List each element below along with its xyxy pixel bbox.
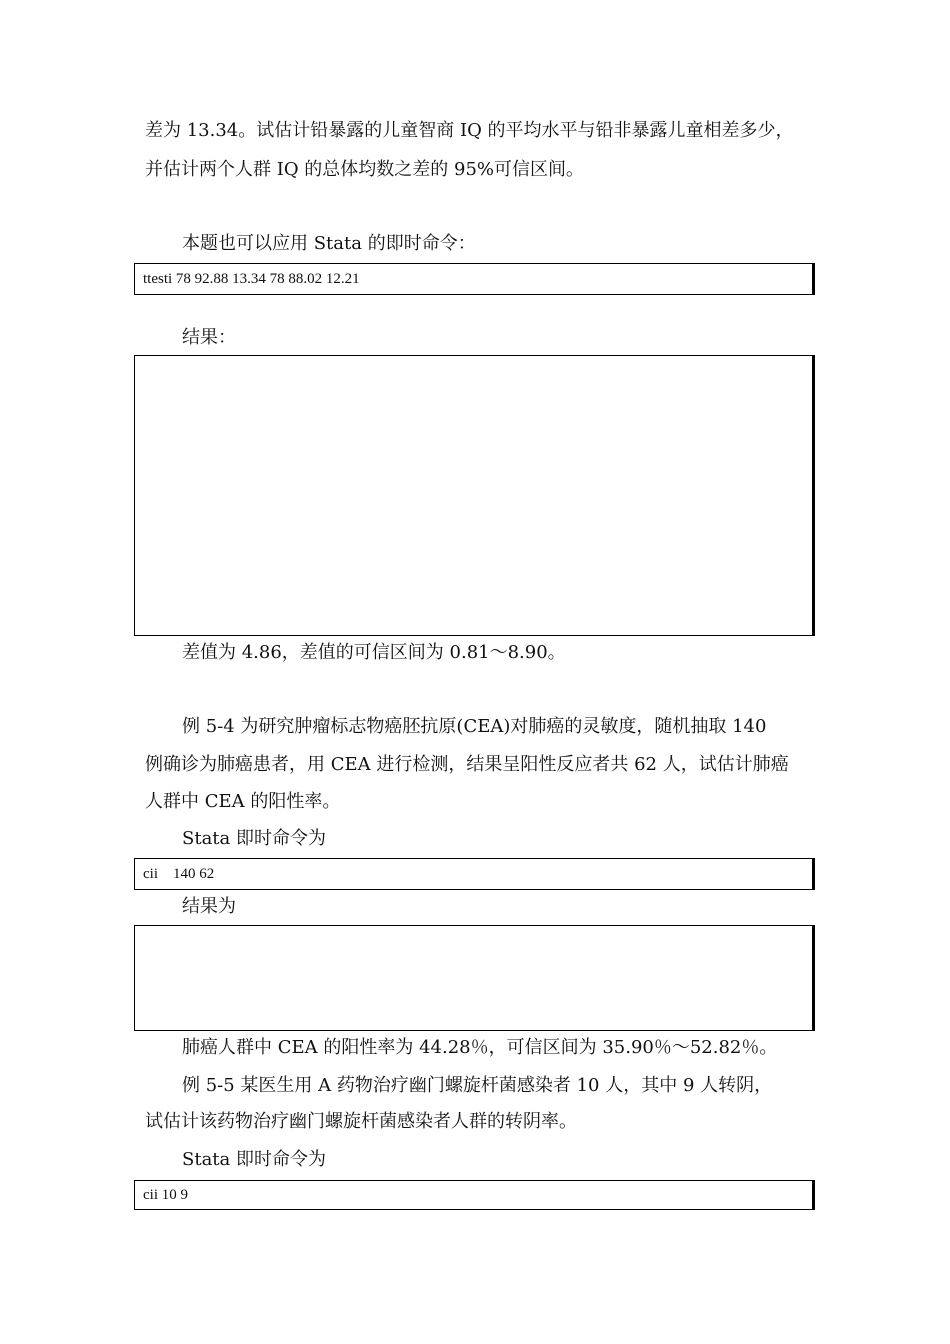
paragraph-line: 例确诊为肺癌患者，用 CEA 进行检测，结果呈阳性反应者共 62 人，试估计肺癌: [145, 754, 789, 775]
result-label: 结果为: [182, 896, 236, 917]
conclusion-text: 差值为 4.86，差值的可信区间为 0.81～8.90。: [182, 642, 566, 663]
paragraph-line: 并估计两个人群 IQ 的总体均数之差的 95%可信区间。: [145, 159, 585, 180]
result-box-ttesti: [134, 355, 815, 636]
code-box-ttesti: [134, 263, 815, 295]
paragraph-line: 例 5-5 某医生用 A 药物治疗幽门螺旋杆菌感染者 10 人，其中 9 人转阴，: [182, 1075, 773, 1096]
code-text: cii 140 62: [143, 865, 215, 882]
stata-command-label: Stata 即时命令为: [182, 1149, 326, 1170]
paragraph-line: 本题也可以应用 Stata 的即时命令：: [182, 233, 476, 254]
result-label: 结果：: [182, 327, 236, 348]
stata-command-label: Stata 即时命令为: [182, 828, 326, 849]
code-text: ttesti 78 92.88 13.34 78 88.02 12.21: [143, 270, 360, 287]
paragraph-line: 例 5-4 为研究肿瘤标志物癌胚抗原(CEA)对肺癌的灵敏度，随机抽取 140: [182, 716, 767, 737]
conclusion-text: 肺癌人群中 CEA 的阳性率为 44.28％，可信区间为 35.90％～52.82％。: [182, 1037, 778, 1058]
code-box-cii-1: [134, 858, 815, 890]
result-box-cii-1: [134, 925, 815, 1031]
paragraph-line: 人群中 CEA 的阳性率。: [145, 791, 341, 812]
paragraph-line: 试估计该药物治疗幽门螺旋杆菌感染者人群的转阴率。: [145, 1111, 577, 1132]
code-text: cii 10 9: [143, 1186, 188, 1203]
paragraph-line: 差为 13.34。试估计铅暴露的儿童智商 IQ 的平均水平与铅非暴露儿童相差多少，: [145, 120, 794, 141]
code-box-cii-2: [134, 1180, 815, 1210]
